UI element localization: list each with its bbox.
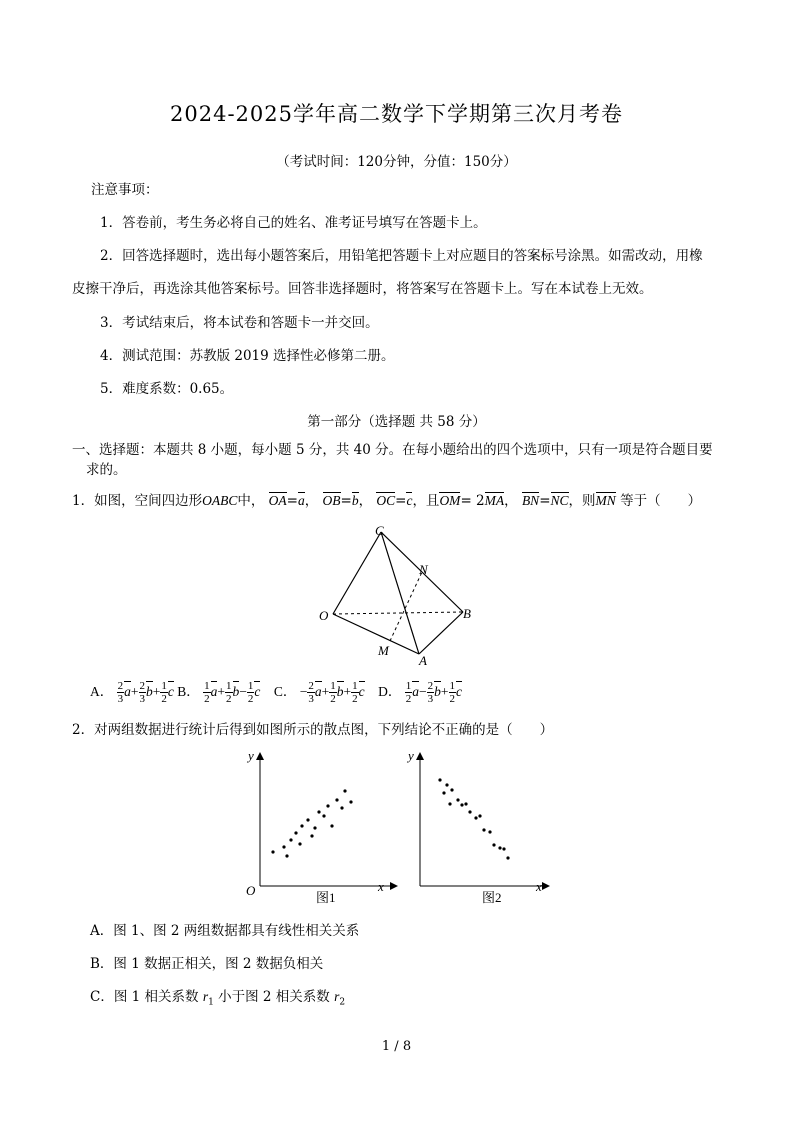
point [488,830,491,833]
question-1-stem: 1．如图，空间四边形OABC中， OA=a， OB=b， OC=c，且OM= 2MA， BN=NC，则MN 等于（ ） [72,493,702,509]
point [300,824,303,827]
vector-OA: OA [269,491,287,511]
origin-label: O [246,883,256,898]
note-item-3: 3．考试结束后，将本试卷和答题卡一并交回。 [100,315,379,331]
point [450,788,453,791]
point [313,826,316,829]
instruction-line-1: 一、选择题：本题共 8 小题，每小题 5 分，共 40 分。在每小题给出的四个选项中，只有一项是符合题目要 [72,442,713,458]
option-C[interactable]: C． − $\frac{2}{3}$ a+ $\frac{1}{2}$ b+ $\frac{1}{2}$ c [273,680,365,706]
point [335,798,338,801]
point [445,783,448,786]
question-2-stem: 2．对两组数据进行统计后得到如图所示的散点图，下列结论不正确的是（ ） [72,722,554,738]
x-axis-arrow [542,882,550,890]
section-heading: 第一部分（选择题 共 58 分） [307,414,486,430]
point [506,856,509,859]
exam-info: （考试时间：120分钟，分值：150分） [276,154,517,170]
point [306,818,309,821]
point [310,834,313,837]
scatter-points-2 [438,778,509,859]
option-B[interactable]: B． $\frac{1}{2}$ a+ $\frac{1}{2}$ b− $\frac{1}{2}$ c [177,680,261,706]
page-title: 2024-2025学年高二数学下学期第三次月考卷 [170,102,623,126]
point [464,802,467,805]
note-item-5: 5．难度系数：0.65。 [100,381,234,397]
notes-heading: 注意事项： [91,182,159,198]
point [498,846,501,849]
x-axis-label: x [378,879,384,894]
point [271,850,274,853]
point [285,854,288,857]
point [282,845,285,848]
scatter-plot-2 [400,748,560,908]
vector-OC: OC [376,491,395,511]
option-A[interactable]: A． $\frac{2}{3}$ a+ $\frac{2}{3}$ b+ $\frac{1}{2}$ c [90,680,174,706]
point [326,804,329,807]
point [289,838,292,841]
scatter-plot-1 [240,748,400,908]
label-M: M [378,643,389,658]
point [330,824,333,827]
x-axis-arrow [390,882,398,890]
note-item-2: 2．回答选择题时，选出每小题答案后，用铅笔把答题卡上对应题目的答案标号涂黑。如需改动，用橡 [100,248,703,264]
label-N: N [419,562,428,577]
note-item-1: 1．答卷前，考生务必将自己的姓名、准考证号填写在答题卡上。 [100,215,487,231]
segment-MN-hidden [390,572,422,641]
edge-BA [419,612,463,654]
label-A: A [419,653,427,668]
point [442,791,445,794]
point [460,803,463,806]
point [448,802,451,805]
tetrahedron-figure [315,522,485,672]
point [317,810,320,813]
point [294,831,297,834]
page-number: 1 / 8 [381,1039,412,1054]
figure-2-caption: 图2 [482,890,502,905]
question-1-options [90,680,462,705]
point [322,814,325,817]
point [468,810,471,813]
y-axis-arrow [416,752,424,760]
point [298,842,301,845]
option-D[interactable]: D． $\frac{1}{2}$ a− $\frac{2}{3}$ b+ $\frac{1}{2}$ c [378,680,463,706]
point [340,806,343,809]
edge-OA [333,614,419,654]
point [438,778,441,781]
q2-option-A[interactable]: A．图 1、图 2 两组数据都具有线性相关关系 [90,923,360,939]
vector-OB: OB [323,491,341,511]
point [343,789,346,792]
edge-CO [333,532,381,614]
y-axis-label: y [248,748,254,763]
point [478,814,481,817]
edge-OB-hidden [333,612,463,614]
label-C: C [375,523,384,538]
y-axis-arrow [256,752,264,760]
point [474,816,477,819]
note-item-2-cont: 皮擦干净后，再选涂其他答案标号。回答非选择题时，将答案写在答题卡上。写在本试卷上无效。 [72,281,653,297]
instruction-line-2: 求的。 [86,462,127,478]
q2-option-C[interactable]: C．图 1 相关系数 $r_1$ 小于图 2 相关系数 $r_2$ [90,989,346,1008]
y-axis-label: y [408,748,414,763]
point [492,843,495,846]
label-O: O [319,608,329,623]
label-B: B [463,606,471,621]
point [349,800,352,803]
point [456,798,459,801]
scatter-points-1 [271,789,352,857]
note-item-4: 4．测试范围：苏教版 2019 选择性必修第二册。 [100,348,395,364]
q2-option-B[interactable]: B．图 1 数据正相关，图 2 数据负相关 [90,956,324,972]
point [502,847,505,850]
point [482,828,485,831]
figure-1-caption: 图1 [316,890,336,905]
x-axis-label: x [536,879,542,894]
